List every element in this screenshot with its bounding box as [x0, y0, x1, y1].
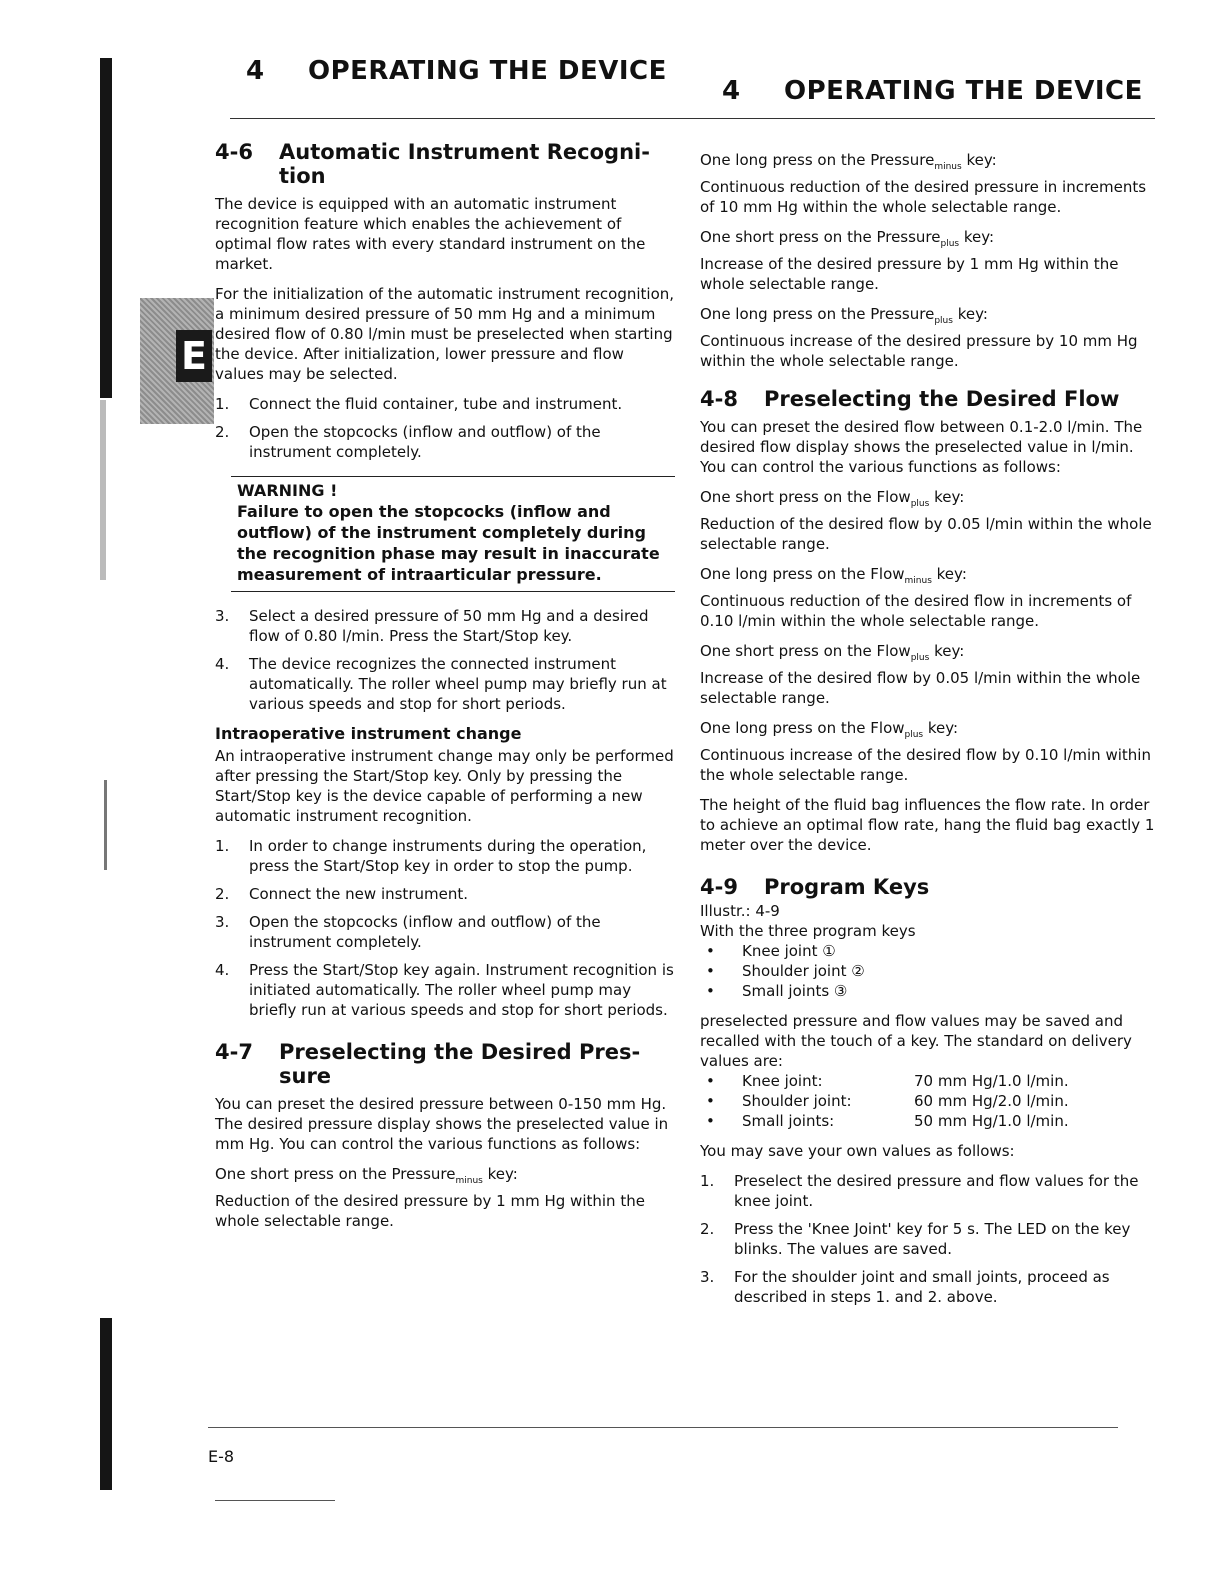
- paragraph: You can preset the desired pressure between 0-150 mm Hg. The desired pressure display shows the preselected value in mm Hg. You can control the various functions as follows:: [215, 1095, 669, 1153]
- key-description: One long press on the Pressure$_{minus}$ key: Continuous reduction of the desired pressure in increments of 10 mm Hg within the whole selectable range.: [700, 151, 1147, 216]
- list-item: 1. Connect the fluid container, tube and instrument.: [215, 395, 623, 413]
- subheading: Intraoperative instrument change: [215, 724, 522, 743]
- right-column: [700, 150, 1155, 1317]
- section-heading: 4-7 Preselecting the Desired Pres-sure: [215, 1040, 641, 1088]
- paragraph: With the three program keys: [700, 922, 916, 940]
- list-item: 4. Press the Start/Stop key again. Instrument recognition is initiated automatically. The roller wheel pump may briefly run at various speeds and stop for short periods.: [215, 961, 674, 1019]
- numbered-list: [215, 836, 675, 1020]
- list-item: • Shoulder joint: 60 mm Hg/2.0 l/min.: [706, 1092, 1069, 1110]
- footer-short-rule: [215, 1500, 335, 1501]
- paragraph: For the initialization of the automatic instrument recognition, a minimum desired pressure of 50 mm Hg and a minimum desired flow of 0.80 l/min must be preselected when starting the device. After initialization, lower pressure and flow values may be selected.: [215, 285, 675, 383]
- list-item: • Small joints ③: [706, 982, 848, 1000]
- paragraph: preselected pressure and flow values may be saved and recalled with the touch of a key. The standard on delivery values are:: [700, 1012, 1132, 1070]
- chapter-title: OPERATING THE DEVICE: [308, 56, 667, 86]
- left-column: [215, 140, 675, 1241]
- list-item: 2. Open the stopcocks (inflow and outflow) of the instrument completely.: [215, 423, 601, 461]
- chapter-header-right: [722, 76, 1143, 106]
- list-item: • Knee joint ①: [706, 942, 836, 960]
- section-heading: 4-8 Preselecting the Desired Flow: [700, 387, 1120, 411]
- numbered-list: [215, 394, 675, 462]
- paragraph: An intraoperative instrument change may only be performed after pressing the Start/Stop key. Only by pressing the Start/Stop key is the device capable of performing a new automatic instrument recognition.: [215, 747, 674, 825]
- list-item: 2. Connect the new instrument.: [215, 885, 468, 903]
- defaults-list: [700, 1071, 1155, 1131]
- illustration-ref: Illustr.: 4-9: [700, 902, 780, 920]
- list-item: • Small joints: 50 mm Hg/1.0 l/min.: [706, 1112, 1069, 1130]
- paragraph: You can preset the desired flow between 0.1-2.0 l/min. The desired flow display shows the preselected value in l/min. You can control the various functions as follows:: [700, 418, 1143, 476]
- numbered-list: [215, 606, 675, 714]
- warning-box: [231, 476, 675, 592]
- warning-title: WARNING !: [237, 481, 338, 500]
- key-description: One short press on the Flow$_{plus}$ key: Reduction of the desired flow by 0.05 l/min within the whole selectable range.: [700, 488, 1152, 553]
- header-rule: [230, 118, 1155, 119]
- key-description: One long press on the Flow$_{minus}$ key: Continuous reduction of the desired flow in increments of 0.10 l/min within the whole selectable range.: [700, 565, 1132, 630]
- list-item: 3. For the shoulder joint and small joints, proceed as described in steps 1. and 2. above.: [700, 1268, 1110, 1306]
- footer-rule: [208, 1427, 1118, 1428]
- scan-mark: [100, 400, 106, 580]
- paragraph: You may save your own values as follows:: [700, 1142, 1015, 1160]
- list-item: 2. Press the 'Knee Joint' key for 5 s. The LED on the key blinks. The values are saved.: [700, 1220, 1131, 1258]
- scan-edge-bar-bottom: [100, 1318, 112, 1490]
- bullet-list: [700, 941, 1155, 1001]
- chapter-header-left: [246, 56, 667, 86]
- numbered-list: [700, 1171, 1155, 1307]
- section-tab-letter: E: [176, 330, 212, 382]
- key-description: One long press on the Flow$_{plus}$ key: Continuous increase of the desired flow by 0.10 l/min within the whole selectable range.: [700, 719, 1151, 784]
- page-number: E-8: [208, 1447, 235, 1466]
- paragraph: The device is equipped with an automatic instrument recognition feature which enables the achievement of optimal flow rates with every standard instrument on the market.: [215, 195, 646, 273]
- list-item: 1. Preselect the desired pressure and flow values for the knee joint.: [700, 1172, 1139, 1210]
- key-description: One short press on the Flow$_{plus}$ key: Increase of the desired flow by 0.05 l/min within the whole selectable range.: [700, 642, 1141, 707]
- list-item: 3. Open the stopcocks (inflow and outflow) of the instrument completely.: [215, 913, 601, 951]
- scan-mark: [104, 780, 107, 870]
- list-item: • Shoulder joint ②: [706, 962, 865, 980]
- key-description: One short press on the Pressure$_{minus}$ key: Reduction of the desired pressure by 1 mm Hg within the whole selectable range.: [215, 1165, 645, 1230]
- chapter-title: OPERATING THE DEVICE: [784, 76, 1143, 106]
- section-heading: 4-9 Program Keys: [700, 875, 930, 899]
- list-item: • Knee joint: 70 mm Hg/1.0 l/min.: [706, 1072, 1069, 1090]
- warning-body: Failure to open the stopcocks (inflow and outflow) of the instrument completely during the recognition phase may result in inaccurate measurement of intraarticular pressure.: [237, 502, 660, 584]
- section-heading: 4-6 Automatic Instrument Recogni-tion: [215, 140, 650, 188]
- chapter-number: 4: [722, 76, 741, 106]
- list-item: 1. In order to change instruments during the operation, press the Start/Stop key in order to stop the pump.: [215, 837, 647, 875]
- paragraph: The height of the fluid bag influences the flow rate. In order to achieve an optimal flow rate, hang the fluid bag exactly 1 meter over the device.: [700, 796, 1155, 854]
- key-description: One short press on the Pressure$_{plus}$ key: Increase of the desired pressure by 1 mm Hg within the whole selectable range.: [700, 228, 1119, 293]
- scan-edge-bar-top: [100, 58, 112, 398]
- list-item: 3. Select a desired pressure of 50 mm Hg and a desired flow of 0.80 l/min. Press the Start/Stop key.: [215, 607, 649, 645]
- chapter-number: 4: [246, 56, 265, 86]
- key-description: One long press on the Pressure$_{plus}$ key: Continuous increase of the desired pressure by 10 mm Hg within the whole selectable range.: [700, 305, 1138, 370]
- list-item: 4. The device recognizes the connected instrument automatically. The roller wheel pump may briefly run at various speeds and stop for short periods.: [215, 655, 667, 713]
